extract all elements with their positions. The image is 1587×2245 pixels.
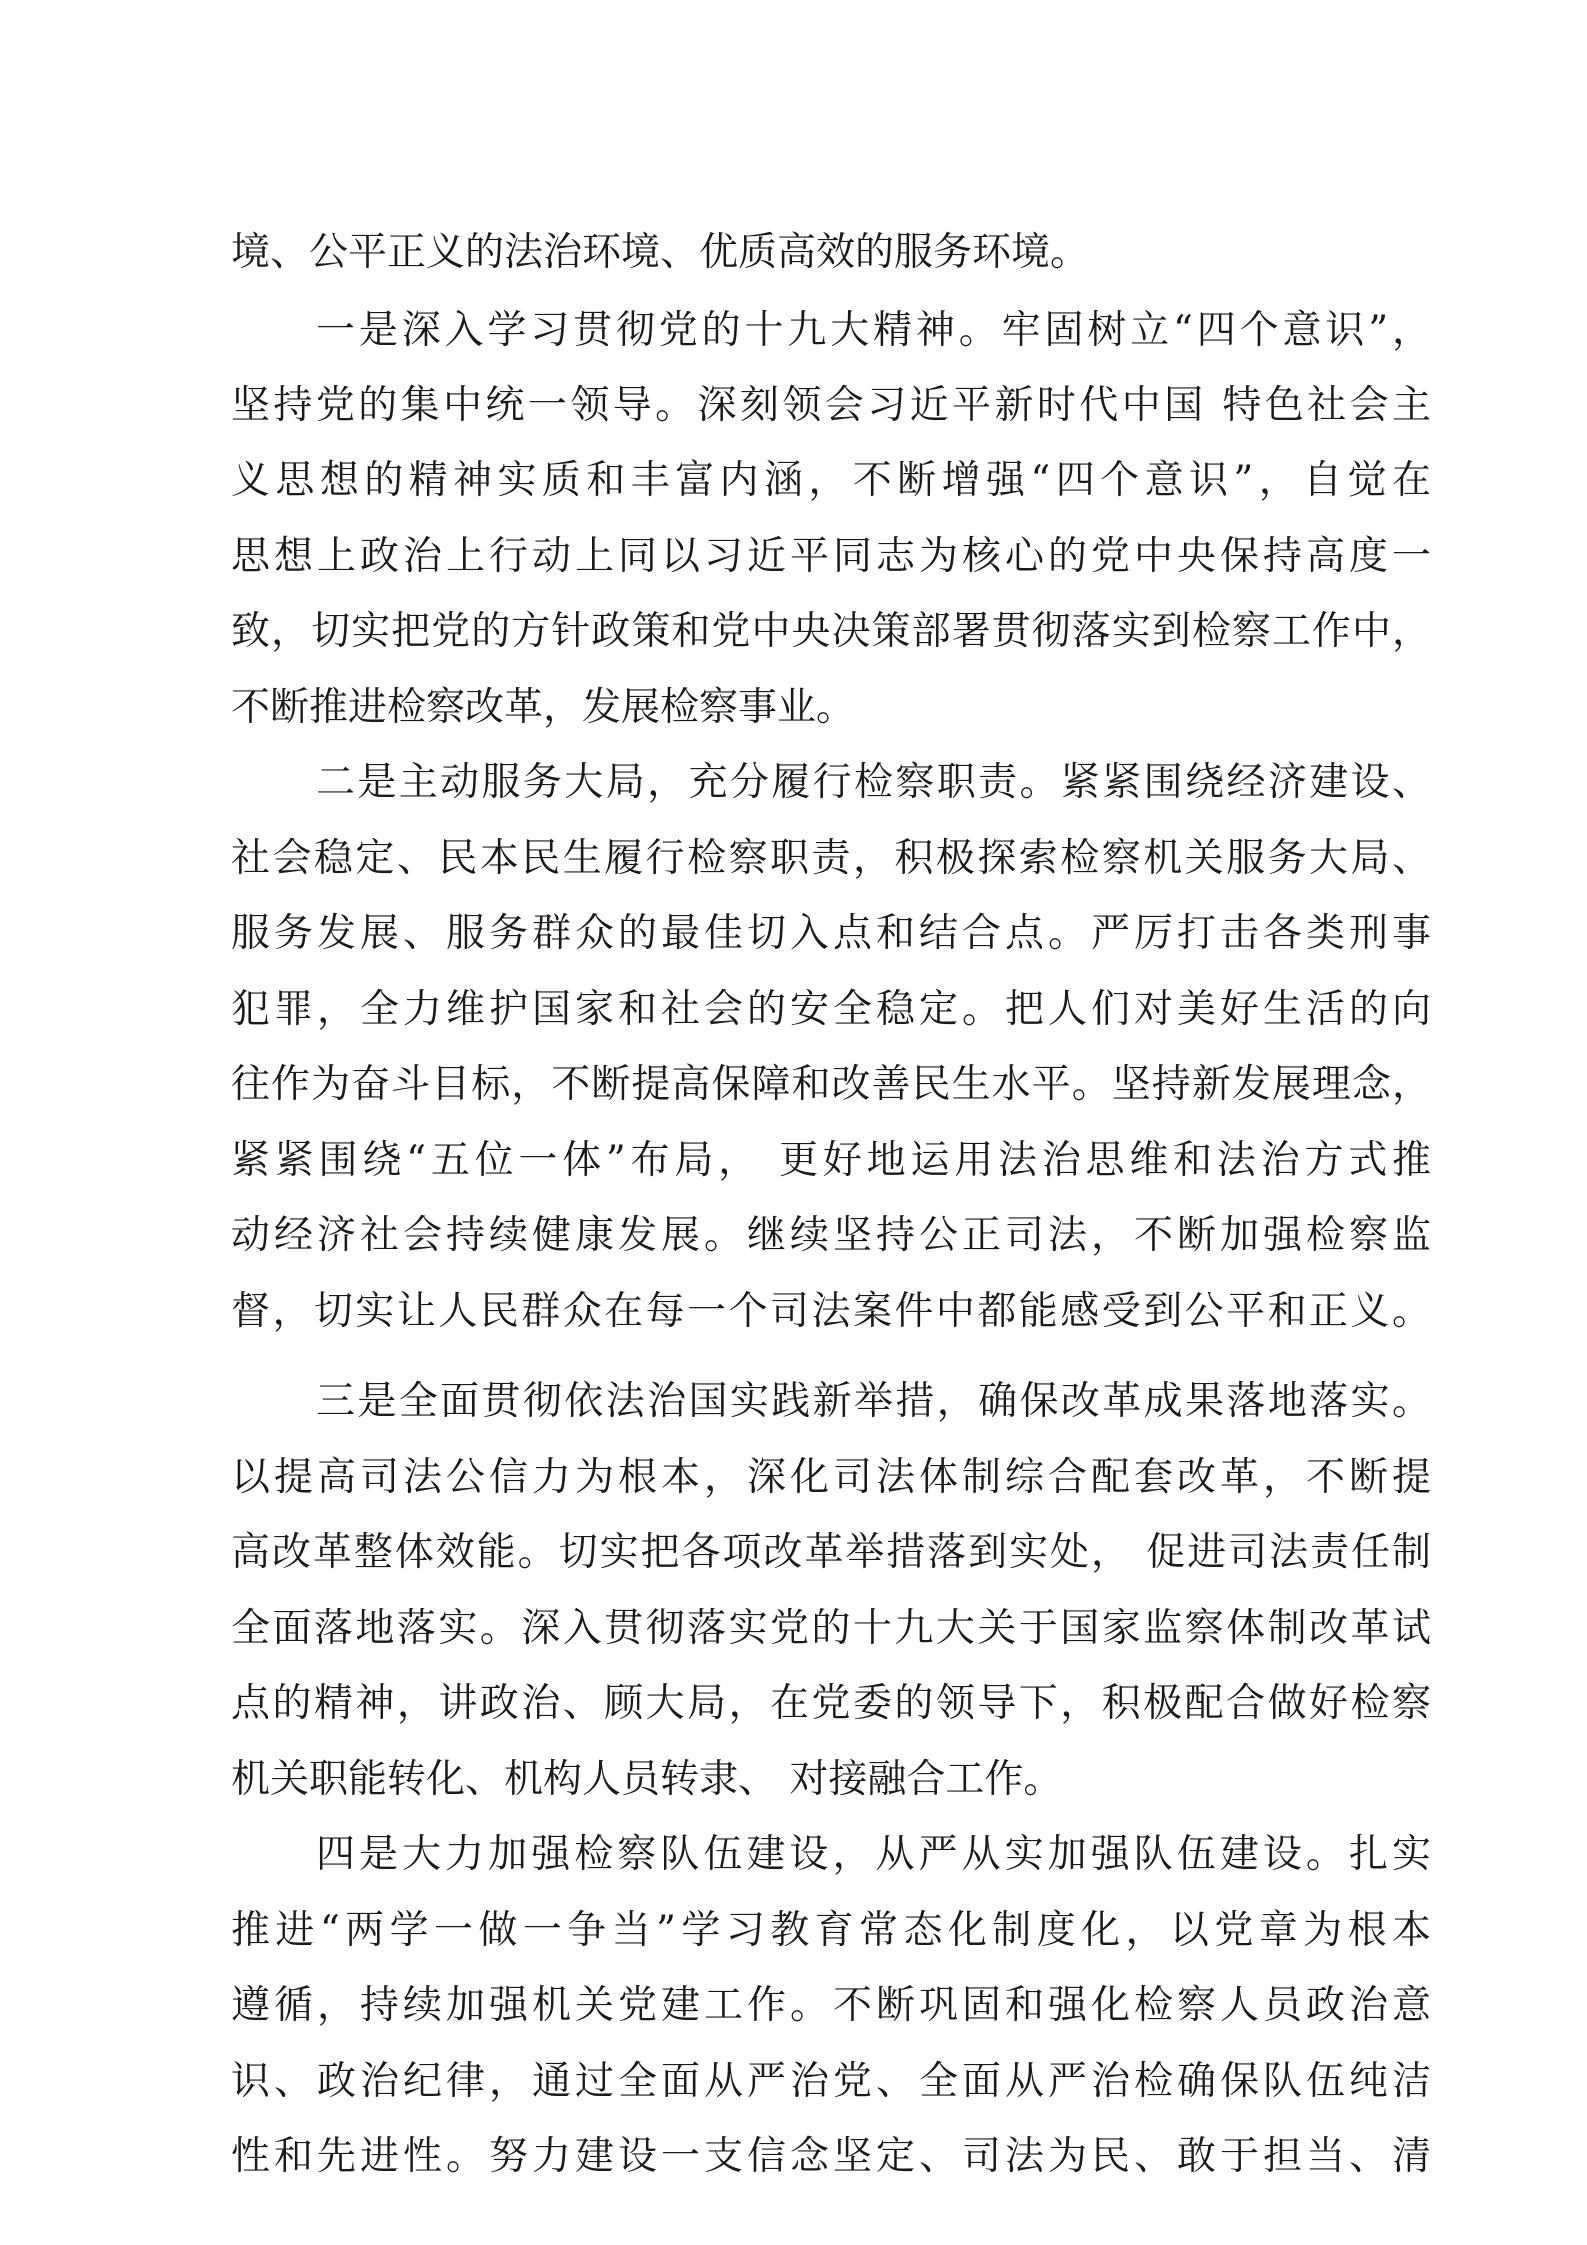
text-line: 社会稳定、民本民生履行检察职责，积极探索检察机关服务大局、: [231, 835, 1431, 881]
text-line: 动经济社会持续健康发展。继续坚持公正司法，不断加强检察监: [231, 1213, 1431, 1258]
paragraph-first-line: 四是大力加强检察队伍建设，从严从实加强队伍建设。扎实: [316, 1832, 1431, 1878]
text-line: 境、公平正义的法治环境、优质高效的服务环境。: [231, 230, 1090, 275]
paragraph-first-line: 三是全面贯彻依法治国实践新举措，确保改革成果落地落实。: [316, 1379, 1431, 1425]
text-line: 往作为奋斗目标，不断提高保障和改善民生水平。坚持新发展理念，: [231, 1062, 1431, 1107]
paragraph-first-line: 二是主动服务大局，充分履行检察职责。紧紧围绕经济建设、: [316, 760, 1431, 806]
text-line: 犯罪，全力维护国家和社会的安全稳定。把人们对美好生活的向: [231, 986, 1431, 1032]
text-line: 不断推进检察改革，发展检察事业。: [231, 684, 856, 730]
text-line: 高改革整体效能。切实把各项改革举措落到实处， 促进司法责任制: [231, 1530, 1431, 1576]
paragraph-first-line: 一是深入学习贯彻党的十九大精神。牢固树立“四个意识”，: [316, 308, 1431, 354]
text-line: 点的精神，讲政治、顾大局，在党委的领导下，积极配合做好检察: [231, 1681, 1431, 1727]
text-line: 义思想的精神实质和丰富内涵，不断增强“四个意识”，自觉在: [231, 458, 1431, 504]
text-line: 督，切实让人民群众在每一个司法案件中都能感受到公平和正义。: [231, 1288, 1431, 1334]
text-line: 全面落地落实。深入贯彻落实党的十九大关于国家监察体制改革试: [231, 1605, 1431, 1651]
text-line: 推进“两学一做一争当”学习教育常态化制度化，以党章为根本: [231, 1907, 1431, 1953]
text-line: 识、政治纪律，通过全面从严治党、全面从严治检确保队伍纯洁: [231, 2058, 1431, 2104]
text-line: 遵循，持续加强机关党建工作。不断巩固和强化检察人员政治意: [231, 1983, 1431, 2028]
text-line: 思想上政治上行动上同以习近平同志为核心的党中央保持高度一: [231, 533, 1431, 579]
text-line: 性和先进性。努力建设一支信念坚定、司法为民、敢于担当、清: [231, 2134, 1431, 2179]
text-line: 紧紧围绕“五位一体”布局， 更好地运用法治思维和法治方式推: [231, 1137, 1431, 1183]
text-line: 机关职能转化、机构人员转隶、 对接融合工作。: [231, 1756, 1063, 1802]
text-line: 坚持党的集中统一领导。深刻领会习近平新时代中国 特色社会主: [231, 382, 1431, 428]
text-line: 服务发展、服务群众的最佳切入点和结合点。严厉打击各类刑事: [231, 911, 1431, 957]
text-line: 致，切实把党的方针政策和党中央决策部署贯彻落实到检察工作中，: [231, 609, 1431, 655]
text-line: 以提高司法公信力为根本，深化司法体制综合配套改革，不断提: [231, 1454, 1431, 1500]
